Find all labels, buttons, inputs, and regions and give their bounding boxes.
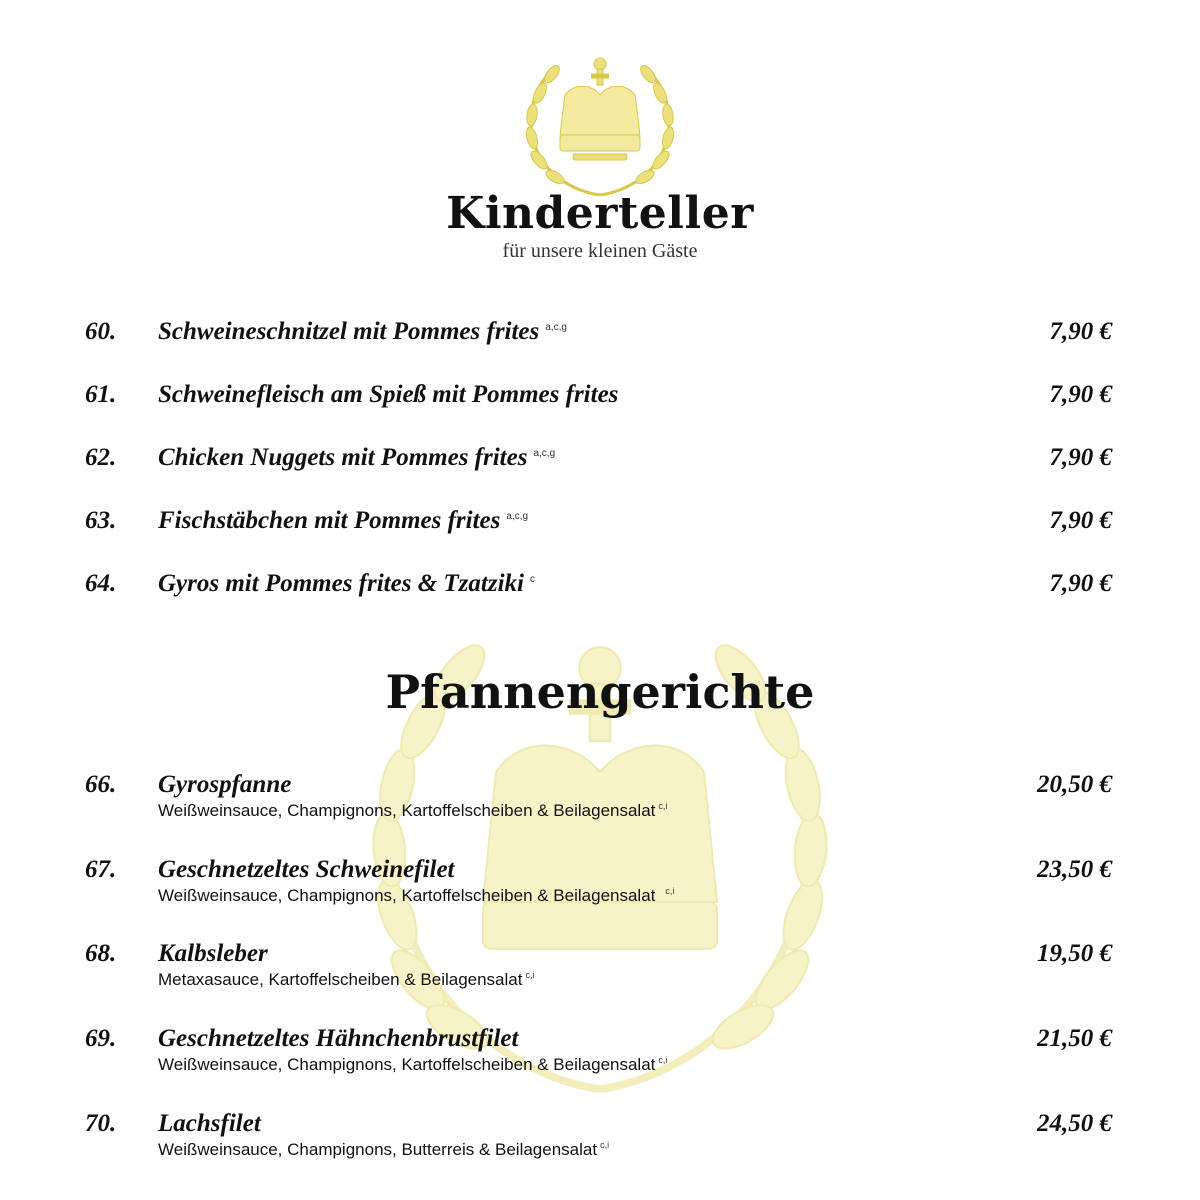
item-price: 7,90 €	[1049, 444, 1112, 471]
item-allergens: c,i	[658, 1055, 668, 1065]
item-number: 62.	[85, 444, 117, 471]
item-name: Geschnetzeltes Hähnchenbrustfilet	[158, 1025, 519, 1052]
section-title-kinderteller: Kinderteller	[446, 188, 754, 239]
item-allergens: c,i	[658, 801, 668, 811]
item-allergens: a,c,g	[545, 322, 567, 333]
item-name: Lachsfilet	[158, 1110, 261, 1137]
item-number: 61.	[85, 381, 117, 408]
item-price: 20,50 €	[1037, 771, 1112, 798]
item-name: Fischstäbchen mit Pommes frites $^{a,c,g}$	[158, 507, 529, 534]
item-allergens: a,c,g	[533, 448, 556, 459]
item-number: 60.	[85, 318, 117, 345]
item-price: 7,90 €	[1049, 381, 1112, 408]
item-number: 70.	[85, 1110, 117, 1137]
crown-laurel-icon	[515, 50, 685, 200]
item-number: 63.	[85, 507, 117, 534]
item-name: Kalbsleber	[158, 940, 268, 967]
item-number: 68.	[85, 940, 117, 967]
item-number: 64.	[85, 570, 117, 597]
item-name: Chicken Nuggets mit Pommes frites $^{a,c,g}$	[158, 444, 556, 471]
item-number: 66.	[85, 771, 117, 798]
item-name: Schweineschnitzel mit Pommes frites $^{a,c,g}$	[158, 318, 567, 345]
item-price: 19,50 €	[1037, 940, 1112, 967]
section-subtitle-kinderteller: für unsere kleinen Gäste	[502, 240, 698, 262]
item-name: Gyros mit Pommes frites & Tzatziki $^c$	[158, 570, 535, 597]
item-description: Weißweinsauce, Champignons, Kartoffelscheiben & Beilagensalat $^{c,i}$	[158, 801, 668, 820]
item-allergens: c,i	[600, 1140, 610, 1150]
section-title-pfannengerichte: Pfannengerichte	[385, 665, 815, 719]
item-allergens: c	[529, 574, 535, 585]
item-name: Gyrospfanne	[158, 771, 292, 798]
item-price: 7,90 €	[1049, 507, 1112, 534]
item-description: Metaxasauce, Kartoffelscheiben & Beilagensalat $^{c,i}$	[158, 970, 535, 989]
item-price: 21,50 €	[1037, 1025, 1112, 1052]
item-name: Geschnetzeltes Schweinefilet	[158, 856, 455, 883]
item-description: Weißweinsauce, Champignons, Butterreis & Beilagensalat $^{c,i}$	[158, 1140, 610, 1159]
item-description: Weißweinsauce, Champignons, Kartoffelscheiben & Beilagensalat $^{c,i}$	[158, 886, 675, 905]
item-allergens: a,c,g	[506, 511, 529, 522]
item-number: 67.	[85, 856, 117, 883]
item-allergens: c,i	[525, 970, 535, 980]
item-allergens: c,i	[665, 886, 675, 896]
item-price: 24,50 €	[1037, 1110, 1112, 1137]
item-name: Schweinefleisch am Spieß mit Pommes frites	[158, 381, 619, 408]
item-price: 23,50 €	[1037, 856, 1112, 883]
item-number: 69.	[85, 1025, 117, 1052]
item-description: Weißweinsauce, Champignons, Kartoffelscheiben & Beilagensalat $^{c,i}$	[158, 1055, 668, 1074]
item-price: 7,90 €	[1049, 570, 1112, 597]
item-price: 7,90 €	[1049, 318, 1112, 345]
